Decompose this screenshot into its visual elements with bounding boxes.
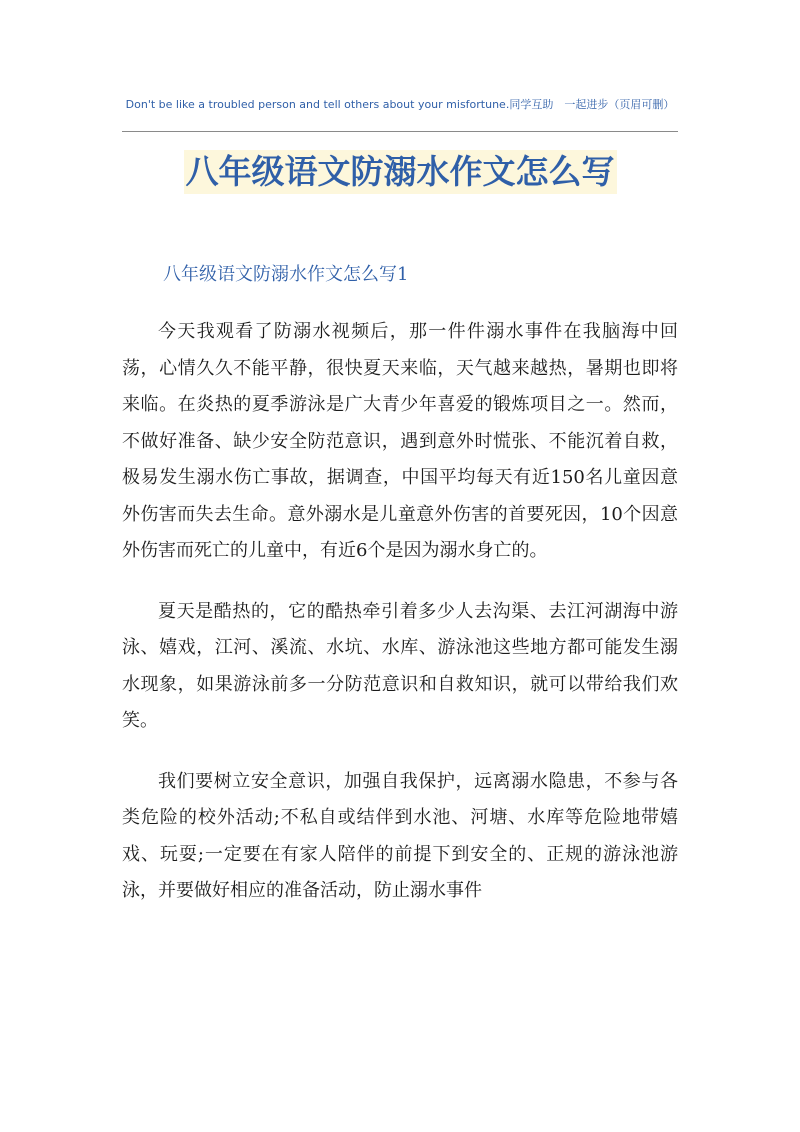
document-title-container	[0, 150, 800, 194]
document-body	[122, 314, 678, 934]
paragraph-1: 今天我观看了防溺水视频后，那一件件溺水事件在我脑海中回荡，心情久久不能平静，很快夏天来临，天气越来越热，暑期也即将来临。在炎热的夏季游泳是广大青少年喜爱的锻炼项目之一。然而，不做好准备、缺少安全防范意识，遇到意外时慌张、不能沉着自救，极易发生溺水伤亡事故，据调查，中国平均每天有近150名儿童因意外伤害而失去生命。意外溺水是儿童意外伤害的首要死因，10个因意外伤害而死亡的儿童中，有近6个是因为溺水身亡的。	[122, 321, 678, 561]
page-header: Don't be like a troubled person and tell others about your misfortune.同学互助 一起进步（页眉可删）	[125, 98, 675, 111]
paragraph-3: 我们要树立安全意识，加强自我保护，远离溺水隐患，不参与各类危险的校外活动;不私自或结伴到水池、河塘、水库等危险地带嬉戏、玩耍;一定要在有家人陪伴的前提下到安全的、正规的游泳池游泳，并要做好相应的准备活动，防止溺水事件	[122, 770, 678, 901]
section-title: 八年级语文防溺水作文怎么写1	[163, 264, 409, 285]
paragraph-2: 夏天是酷热的，它的酷热牵引着多少人去沟渠、去江河湖海中游泳、嬉戏，江河、溪流、水坑、水库、游泳池这些地方都可能发生溺水现象，如果游泳前多一分防范意识和自救知识，就可以带给我们欢笑。	[122, 600, 678, 731]
header-divider	[122, 131, 678, 132]
document-title: 八年级语文防溺水作文怎么写	[184, 150, 617, 194]
